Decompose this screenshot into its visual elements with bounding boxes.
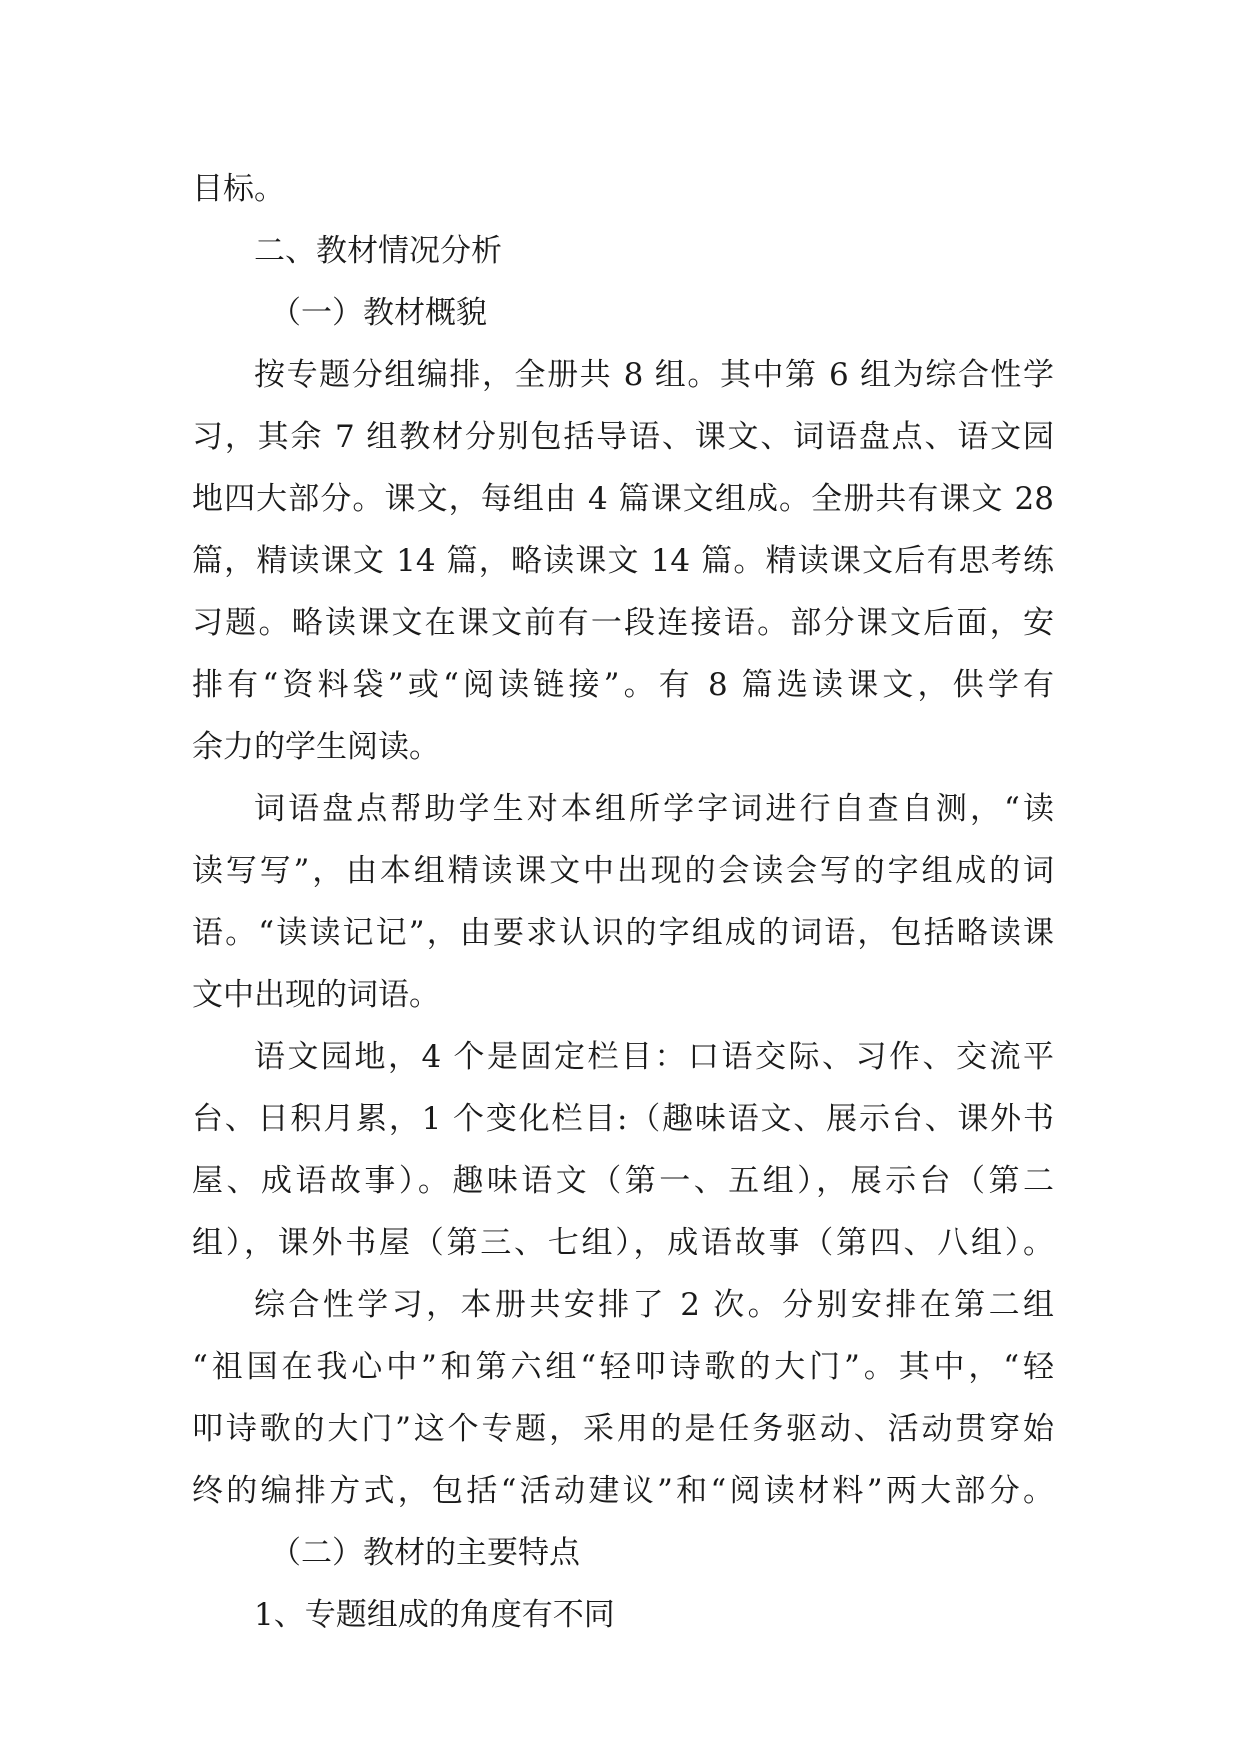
document-body	[192, 158, 1054, 1646]
subsection-heading: （二）教材的主要特点	[270, 1535, 580, 1571]
text-line: 终的编排方式，包括“活动建议”和“阅读材料”两大部分。	[192, 1473, 1054, 1509]
text-line: 读写写”，由本组精读课文中出现的会读会写的字组成的词	[192, 853, 1054, 889]
text-line: 词语盘点帮助学生对本组所学字词进行自查自测，“读	[254, 791, 1054, 827]
text-line: 排有“资料袋”或“阅读链接”。有 8 篇选读课文，供学有	[192, 667, 1054, 703]
text-line: 篇，精读课文 14 篇，略读课文 14 篇。精读课文后有思考练	[192, 543, 1054, 579]
text-line: 屋、成语故事）。趣味语文（第一、五组），展示台（第二	[192, 1163, 1054, 1199]
subsection-heading: （一）教材概貌	[270, 295, 487, 331]
text-line: 余力的学生阅读。	[192, 729, 440, 765]
list-item-heading: 1、专题组成的角度有不同	[254, 1597, 615, 1633]
text-line: 习题。略读课文在课文前有一段连接语。部分课文后面，安	[192, 605, 1054, 641]
text-line: 综合性学习，本册共安排了 2 次。分别安排在第二组	[254, 1287, 1054, 1323]
text-line: “祖国在我心中”和第六组“轻叩诗歌的大门”。其中，“轻	[192, 1349, 1054, 1385]
text-line: 文中出现的词语。	[192, 977, 440, 1013]
text-line: 组），课外书屋（第三、七组），成语故事（第四、八组）。	[192, 1225, 1054, 1261]
text-line: 习，其余 7 组教材分别包括导语、课文、词语盘点、语文园	[192, 419, 1054, 455]
text-line: 台、日积月累，1 个变化栏目:（趣味语文、展示台、课外书	[192, 1101, 1054, 1137]
text-line: 叩诗歌的大门”这个专题，采用的是任务驱动、活动贯穿始	[192, 1411, 1054, 1447]
text-line: 语文园地，4 个是固定栏目：口语交际、习作、交流平	[254, 1039, 1054, 1075]
text-line: 按专题分组编排，全册共 8 组。其中第 6 组为综合性学	[254, 357, 1054, 393]
text-line: 语。“读读记记”，由要求认识的字组成的词语，包括略读课	[192, 915, 1054, 951]
section-heading: 二、教材情况分析	[254, 233, 502, 269]
text-line: 目标。	[192, 171, 285, 207]
text-line: 地四大部分。课文，每组由 4 篇课文组成。全册共有课文 28	[192, 481, 1054, 517]
